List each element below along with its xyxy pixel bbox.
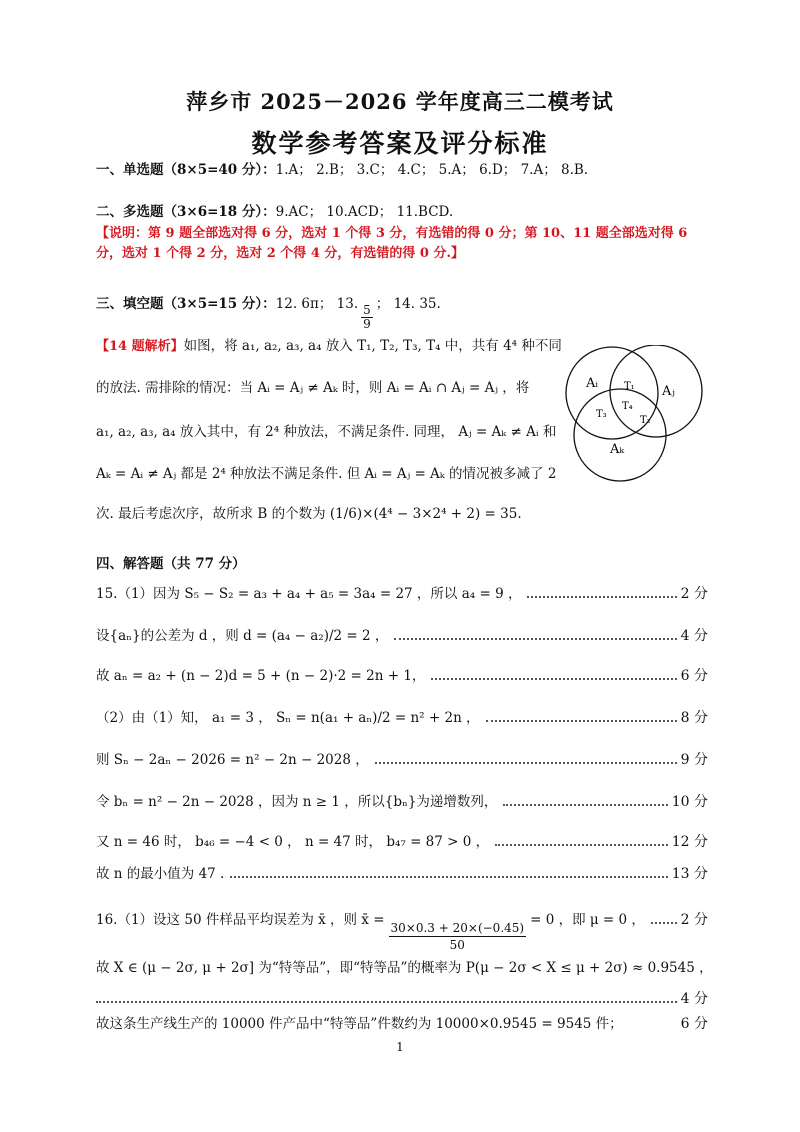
label-t3: T₃ — [596, 409, 607, 420]
section-solutions-heading: 四、解答题（共 77 分） — [96, 556, 246, 572]
score: 6 分 — [680, 1016, 708, 1032]
dot-leader — [431, 678, 676, 680]
q14-line2: 的放法. 需排除的情况：当 Aᵢ = Aⱼ ≠ Aₖ 时，则 Aᵢ = Aᵢ ∩ Aⱼ = Aⱼ ，将 — [96, 380, 530, 396]
set-circle-k — [574, 389, 666, 481]
section-heading: 三、填空题（3×5=15 分）： — [96, 296, 276, 312]
exam-title: 萍乡市 2025－2026 学年度高三二模考试 — [186, 89, 614, 114]
score: 2 分 — [680, 912, 708, 928]
q16-step-2: 故 X ∈ (μ − 2σ, μ + 2σ] 为“特等品”，即“特等品”的概率为 P(μ − 2σ < X ≤ μ + 2σ) ≈ 0.9545 ， — [96, 960, 713, 976]
q14-tag: 【14 题解析】 — [96, 339, 184, 354]
label-t2: T₂ — [640, 415, 651, 426]
dot-leader — [96, 1001, 677, 1003]
q15-step-3: 故 aₙ = a₂ + (n − 2)d = 5 + (n − 2)·2 = 2n + 1， 6 分 — [96, 664, 708, 685]
score: 4 分 — [680, 628, 708, 644]
venn-diagram — [560, 345, 720, 485]
section-answers: 9.AC； 10.ACD； 11.BCD. — [275, 204, 454, 220]
label-t1: T₁ — [624, 381, 635, 392]
dot-leader — [230, 876, 667, 878]
fraction-denominator: 9 — [363, 317, 371, 331]
fraction-numerator: 30×0.3 + 20×(−0.45) — [390, 921, 525, 935]
q15-step-8: 故 n 的最小值为 47 . 13 分 — [96, 862, 708, 883]
q15-step-7: 又 n = 46 时， b₄₆ = −4 < 0 ， n = 47 时， b₄₇ = 87 > 0 ， 12 分 — [96, 830, 708, 851]
answer-12: 12. 6π； 13. — [275, 296, 359, 312]
q14-line3: a₁, a₂, a₃, a₄ 放入其中，有 2⁴ 种放法，不满足条件. 同理， Aⱼ = Aₖ ≠ Aᵢ 和 — [96, 424, 557, 440]
section-single-choice — [96, 158, 588, 178]
score: 12 分 — [671, 834, 708, 850]
score: 13 分 — [671, 866, 708, 882]
dot-leader — [375, 762, 677, 764]
score: 8 分 — [680, 710, 708, 726]
q15-step-1: 15.（1）因为 S₅ − S₂ = a₃ + a₄ + a₅ = 3a₄ = 27 ，所以 a₄ = 9 ， 2 分 — [96, 582, 708, 603]
q16-step-1: 16.（1）设这 50 件样品平均误差为 x̄ ，则 x̄ = $\frac{30\times 0.3 + 20\times(-0.45)}{50}$ = 0 ，即 μ = 0 ， 2 分 — [96, 908, 708, 945]
scoring-note-line1: 【说明：第 9 题全部选对得 6 分，选对 1 个得 3 分，有选错的得 0 分；第 10、11 题全部选对得 6 — [96, 226, 688, 241]
score: 9 分 — [680, 752, 708, 768]
section-answers: 1.A； 2.B； 3.C； 4.C； 5.A； 6.D； 7.A； 8.B. — [275, 162, 589, 178]
q15-step-4: （2）由（1）知， a₁ = 3 ， Sₙ = n(a₁ + aₙ)/2 = n² + 2n ， 8 分 — [96, 706, 708, 727]
q14-line1: 【14 题解析】如图，将 a₁, a₂, a₃, a₄ 放入 T₁, T₂, T₃, T₄ 中，共有 4⁴ 种不同 — [96, 338, 562, 354]
answer-key-title: 数学参考答案及评分标准 — [251, 129, 549, 158]
dot-leader — [394, 638, 676, 640]
q15-step-6: 令 bₙ = n² − 2n − 2028 ，因为 n ≥ 1 ，所以{bₙ}为递增数列， 10 分 — [96, 790, 708, 811]
answer-14: ； 14. 35. — [375, 296, 441, 312]
score: 10 分 — [671, 794, 708, 810]
score: 2 分 — [680, 586, 708, 602]
page-number: 1 — [396, 1040, 404, 1054]
label-ai: Aᵢ — [586, 376, 599, 391]
q16-step-2-score — [96, 988, 708, 1008]
score: 4 分 — [680, 991, 708, 1007]
q14-line5: 次. 最后考虑次序，故所求 B 的个数为 (1/6)×(4⁴ − 3×2⁴ + 2) = 35. — [96, 506, 522, 522]
label-ak: Aₖ — [610, 442, 625, 457]
dot-leader — [503, 804, 667, 806]
section-fill-blank — [96, 292, 441, 331]
q14-line4: Aₖ = Aᵢ ≠ Aⱼ 都是 2⁴ 种放法不满足条件. 但 Aᵢ = Aⱼ = Aₖ 的情况被多减了 2 — [96, 466, 557, 482]
section-heading: 二、多选题（3×6=18 分）： — [96, 204, 276, 220]
score: 6 分 — [680, 668, 708, 684]
label-t4: T₄ — [622, 401, 633, 412]
dot-leader — [651, 922, 677, 924]
dot-leader — [527, 596, 676, 598]
fraction-denominator: 50 — [449, 938, 465, 952]
answer-13-fraction — [361, 304, 373, 331]
fraction-numerator: 5 — [363, 303, 371, 317]
label-aj: Aⱼ — [662, 384, 675, 399]
q15-step-5: 则 Sₙ − 2aₙ − 2026 = n² − 2n − 2028 ， 9 分 — [96, 748, 708, 769]
dot-leader — [486, 720, 677, 722]
dot-leader — [495, 844, 668, 846]
mean-fraction — [389, 920, 527, 953]
section-heading: 一、单选题（8×5=40 分）： — [96, 162, 276, 178]
q15-step-2: 设{aₙ}的公差为 d ，则 d = (a₄ − a₂)/2 = 2 ， 4 分 — [96, 624, 708, 645]
section-multi-choice — [96, 200, 453, 220]
scoring-note-line2: 分，选对 1 个得 2 分，选对 2 个得 4 分，有选错的得 0 分.】 — [96, 246, 465, 261]
q16-step-3: 故这条生产线生产的 10000 件产品中“特等品”件数约为 10000×0.9545 = 9545 件； 6 分 — [96, 1012, 708, 1033]
